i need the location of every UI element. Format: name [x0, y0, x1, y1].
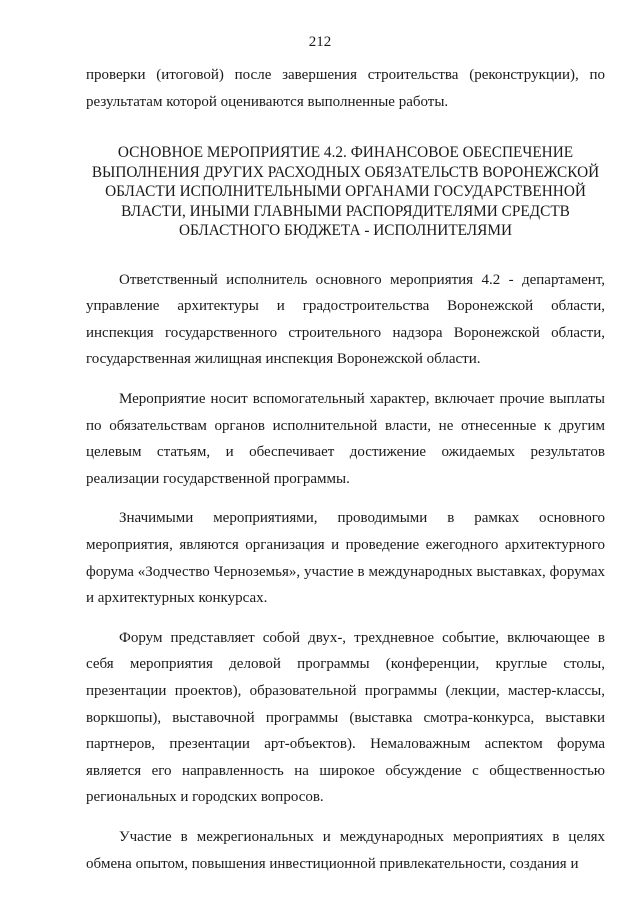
body-paragraph-events: Значимыми мероприятиями, проводимыми в рамках основного мероприятия, являются организация и проведение ежегодного архитектурного форума «Зодчество Черноземья», участие в международных выставках, форумах и архитектурных конкурсах.: [86, 510, 605, 607]
page-number: 212: [308, 34, 332, 50]
body-paragraph-responsible: Ответственный исполнитель основного мероприятия 4.2 - департамент, управление архитектуры и градостроительства Воронежской области, инспекция государственного строительного надзора Воронежской области, государственная жилищная инспекция Воронежской области.: [86, 271, 605, 368]
heading-line: ВЫПОЛНЕНИЯ ДРУГИХ РАСХОДНЫХ ОБЯЗАТЕЛЬСТВ ВОРОНЕЖСКОЙ: [91, 163, 600, 181]
heading-line: ВЛАСТИ, ИНЫМИ ГЛАВНЫМИ РАСПОРЯДИТЕЛЯМИ СРЕДСТВ: [121, 202, 570, 220]
heading-line: ОБЛАСТНОГО БЮДЖЕТА - ИСПОЛНИТЕЛЯМИ: [178, 222, 513, 240]
page-content: [86, 62, 605, 877]
heading-line: ОСНОВНОЕ МЕРОПРИЯТИЕ 4.2. ФИНАНСОВОЕ ОБЕСПЕЧЕНИЕ: [117, 144, 574, 162]
body-paragraph-participation: Участие в межрегиональных и международных мероприятиях в целях обмена опытом, повышения инвестиционной привлекательности, создания и: [86, 828, 605, 872]
section-heading: [86, 143, 605, 241]
body-paragraph-forum: Форум представляет собой двух-, трехдневное событие, включающее в себя мероприятия деловой программы (конференции, круглые столы, презентации проектов), образовательной программы (лекции, мастер-классы, воркшопы), выставочной программы (выставка смотра-конкурса, выставки партнеров, презентации арт-объектов). Немаловажным аспектом форума является его направленность на широкое обсуждение с общественностью региональных и городских вопросов.: [86, 629, 605, 806]
intro-paragraph: проверки (итоговой) после завершения строительства (реконструкции), по результатам которой оцениваются выполненные работы.: [86, 67, 605, 110]
body-paragraph-character: Мероприятие носит вспомогательный характер, включает прочие выплаты по обязательствам органов исполнительной власти, не отнесенные к другим целевым статьям, и обеспечивает достижение ожидаемых результатов реализации государственной программы.: [86, 391, 605, 487]
heading-line: ОБЛАСТИ ИСПОЛНИТЕЛЬНЫМИ ОРГАНАМИ ГОСУДАРСТВЕННОЙ: [105, 183, 586, 201]
